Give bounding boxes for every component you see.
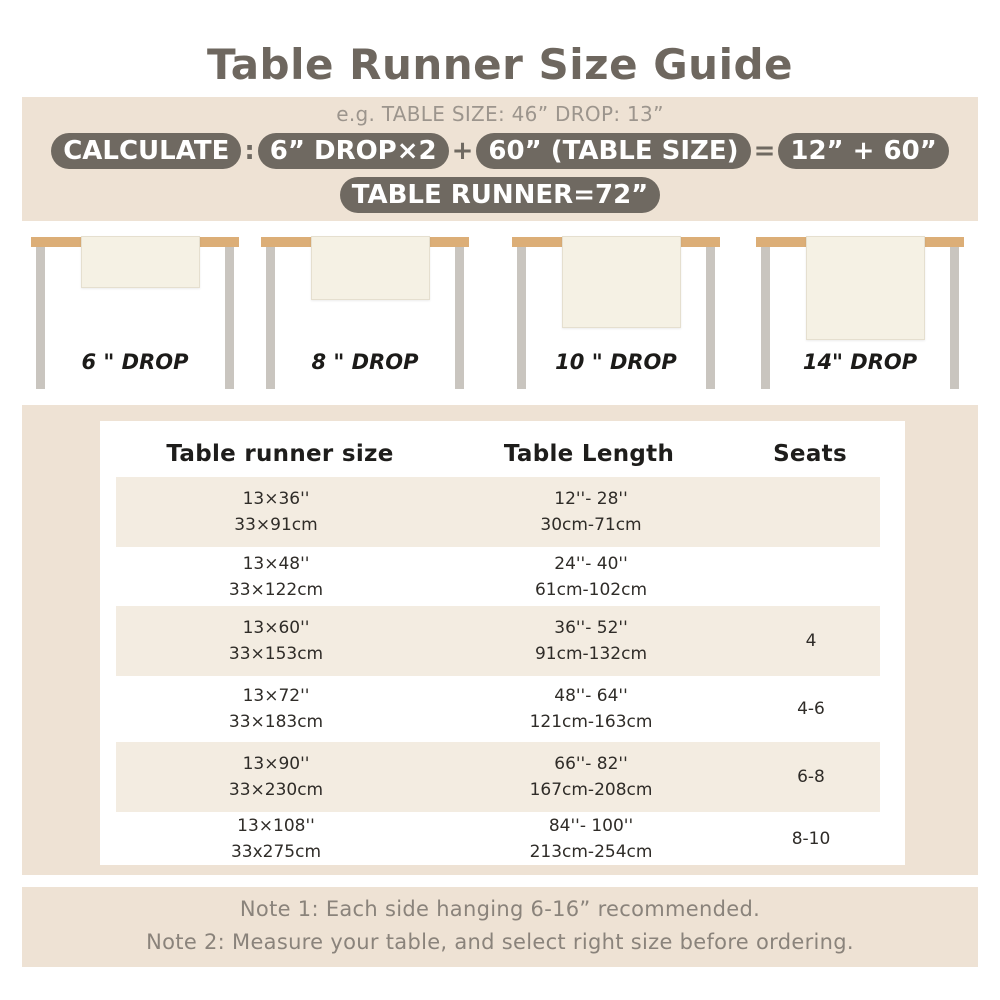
note-1: Note 1: Each side hanging 6-16” recommended.: [239, 897, 761, 921]
table-row: [116, 742, 880, 812]
header-seats: Seats: [773, 441, 847, 467]
table-row: [116, 812, 880, 865]
runner-size-cell: 13×48'' 33×122cm: [228, 553, 324, 600]
sum-pill: 12” + 60”: [778, 133, 948, 169]
runner-size-cell: 13×108'' 33x275cm: [230, 815, 322, 862]
table-length-cell: 24''- 40'' 61cm-102cm: [534, 553, 648, 600]
page-title: Table Runner Size Guide: [206, 40, 794, 89]
header-table-length: Table Length: [503, 441, 675, 467]
runner-drop-image: [311, 236, 430, 300]
table-length-cell: 84''- 100'' 213cm-254cm: [529, 815, 653, 862]
drop-illustration-6: [31, 226, 246, 396]
drop-illustrations: [22, 226, 978, 396]
size-table-panel: [22, 405, 978, 875]
drop-illustration-8: [261, 226, 476, 396]
runner-size-cell: 13×36'' 33×91cm: [234, 489, 318, 535]
seats-cell: 6-8: [797, 767, 825, 787]
notes-panel: [22, 887, 978, 967]
table-row: [116, 606, 880, 676]
runner-size-cell: 13×90'' 33×230cm: [228, 754, 324, 800]
drop-term-pill: 6” DROP×2: [258, 133, 449, 169]
drop-label: 8 " DROP: [311, 350, 419, 374]
note-2: Note 2: Measure your table, and select right size before ordering.: [146, 930, 854, 954]
table-row: [116, 676, 880, 742]
seats-cell: 4: [805, 631, 817, 651]
size-table: [100, 421, 905, 865]
drop-illustration-10: [512, 226, 727, 396]
table-size-pill: 60” (TABLE SIZE): [476, 133, 750, 169]
drop-label: 10 " DROP: [555, 350, 677, 374]
runner-drop-image: [562, 236, 681, 328]
drop-label: 14" DROP: [802, 350, 918, 374]
table-length-cell: 66''- 82'' 167cm-208cm: [529, 754, 653, 800]
table-length-cell: 48''- 64'' 121cm-163cm: [529, 686, 653, 732]
calculation-panel: [22, 97, 978, 221]
colon-sign: :: [244, 136, 255, 166]
formula-row: [22, 133, 978, 169]
seats-cell: 4-6: [797, 699, 825, 719]
runner-drop-image: [806, 236, 925, 340]
result-row: [22, 177, 978, 213]
calculate-pill: CALCULATE: [51, 133, 241, 169]
seats-cell: [746, 547, 876, 606]
seats-cell: [746, 477, 876, 547]
header-runner-size: Table runner size: [166, 441, 394, 467]
equals-sign: =: [753, 136, 776, 166]
seats-cell: 8-10: [791, 828, 831, 849]
table-length-cell: 36''- 52'' 91cm-132cm: [534, 618, 648, 664]
plus-sign: +: [451, 136, 474, 166]
runner-size-cell: 13×72'' 33×183cm: [228, 686, 324, 732]
table-length-cell: 12''- 28'' 30cm-71cm: [540, 489, 642, 535]
result-pill: TABLE RUNNER=72”: [340, 177, 661, 213]
runner-size-cell: 13×60'' 33×153cm: [228, 618, 324, 664]
table-row: [116, 547, 880, 606]
runner-drop-image: [81, 236, 200, 288]
drop-label: 6 " DROP: [81, 350, 189, 374]
drop-illustration-14: [756, 226, 971, 396]
table-row: [116, 477, 880, 547]
example-text: e.g. TABLE SIZE: 46” DROP: 13”: [336, 102, 664, 126]
